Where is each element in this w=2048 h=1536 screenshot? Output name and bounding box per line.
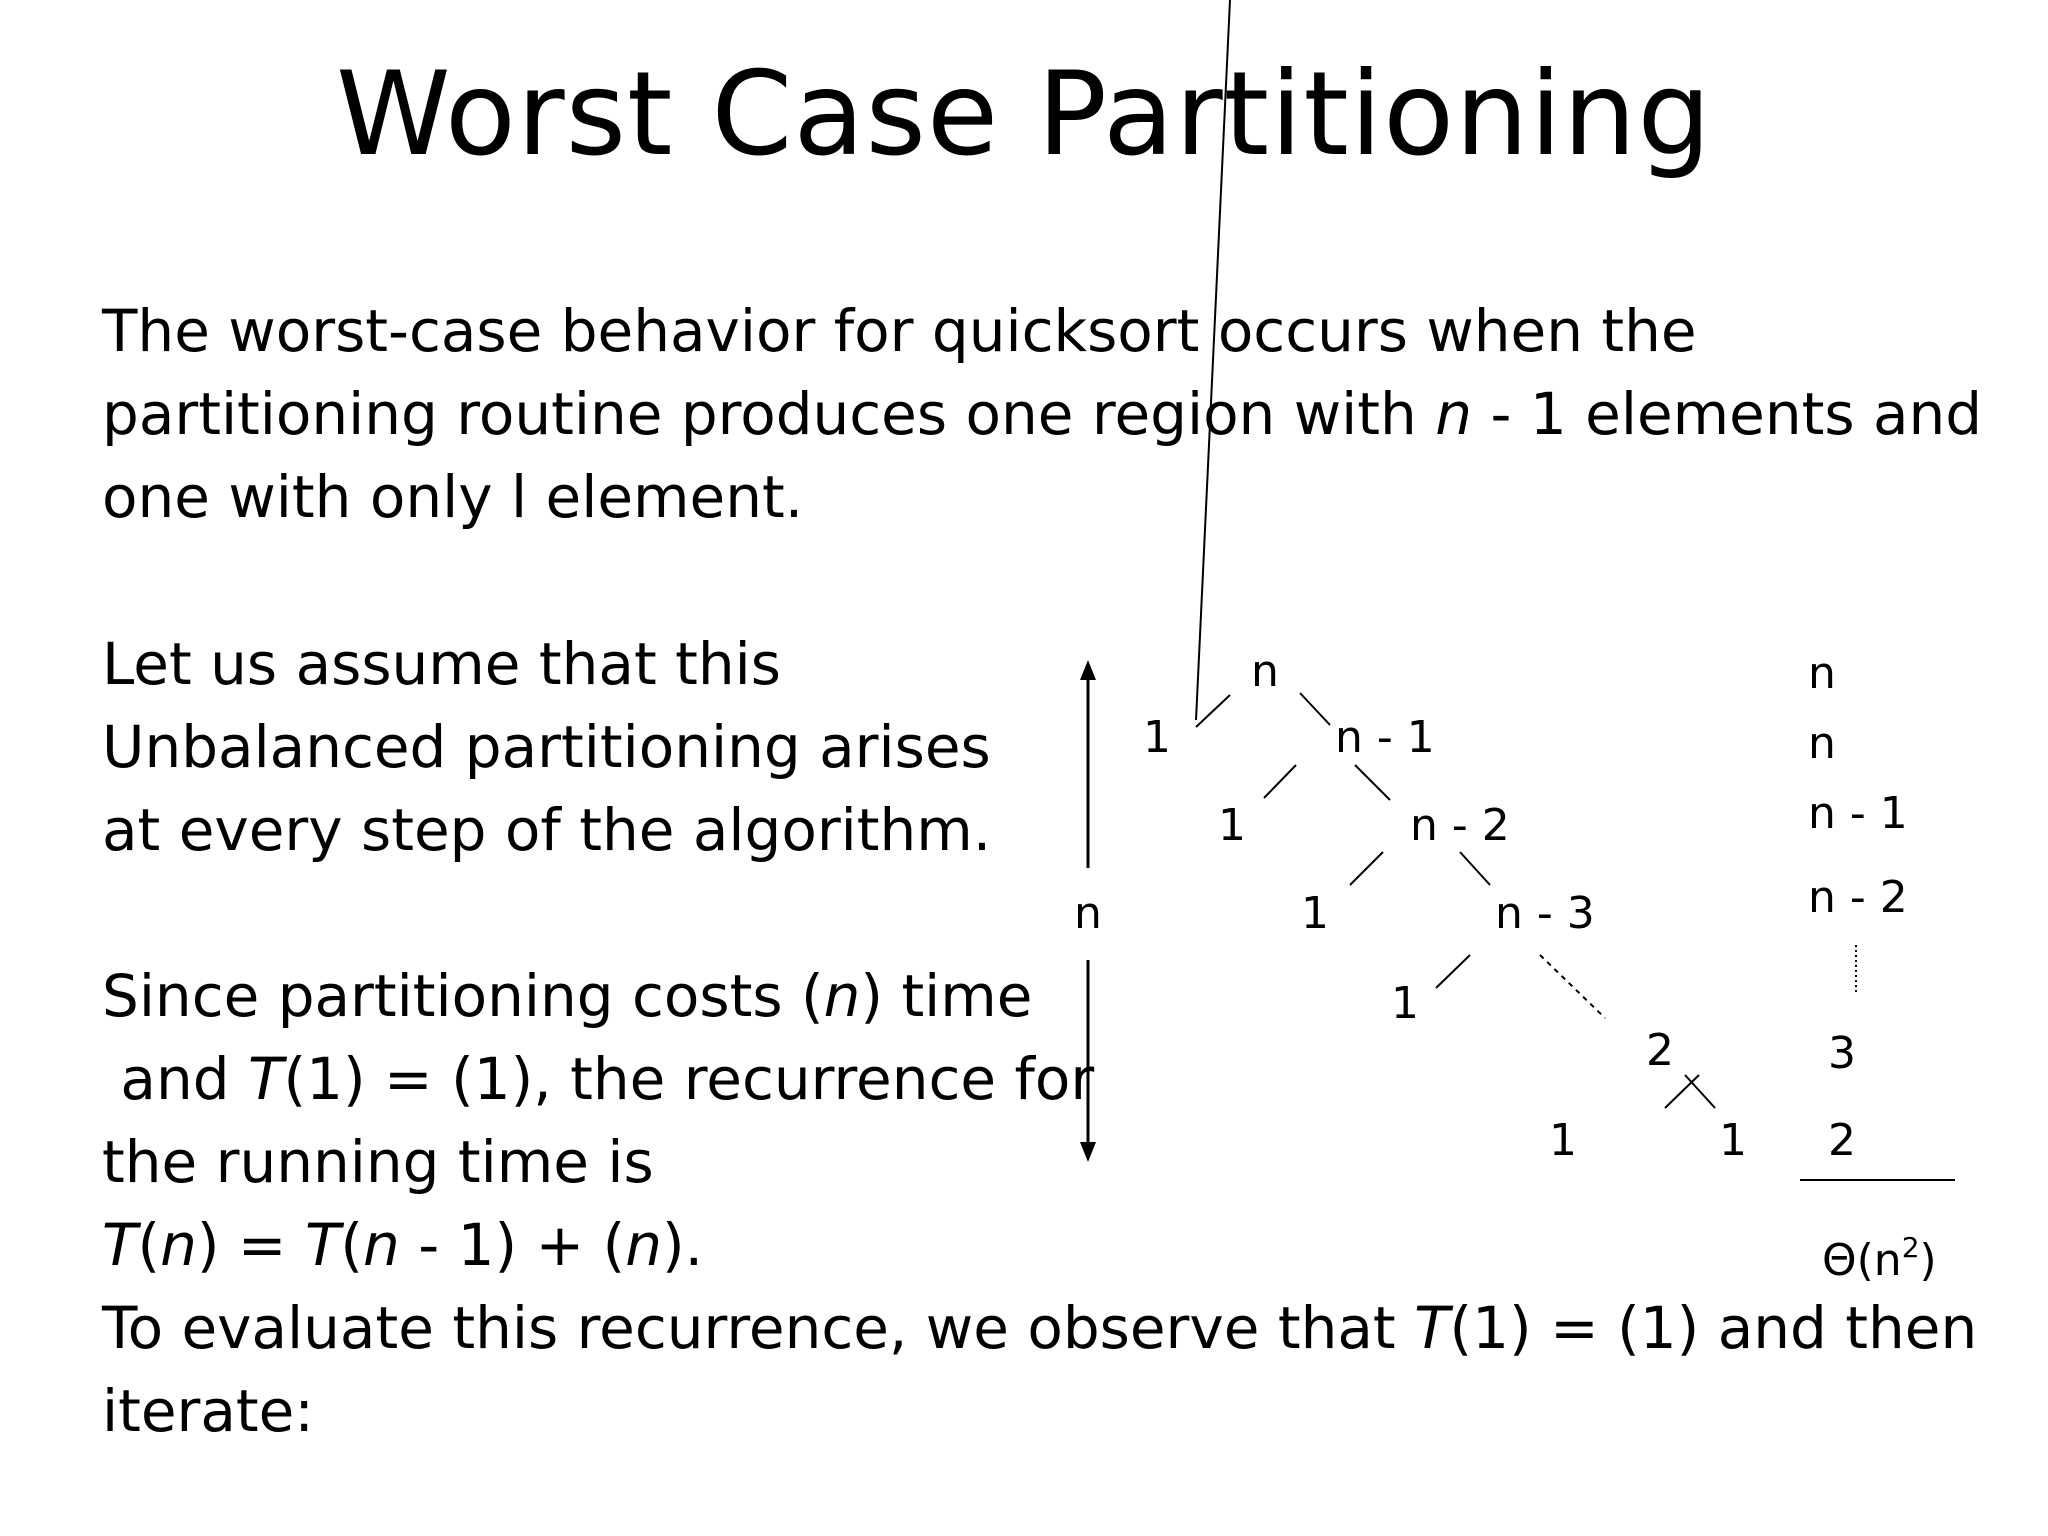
tree-node-n-minus-1: n - 1 bbox=[1335, 712, 1435, 763]
text-line: The worst-case behavior for quicksort occurs when the bbox=[102, 297, 1697, 365]
text-line: the running time is bbox=[102, 1128, 654, 1196]
tree-node-n-minus-2: n - 2 bbox=[1410, 800, 1510, 851]
tree-node-n-minus-3: n - 3 bbox=[1495, 888, 1595, 939]
recurrence-equation: T(n) = T(n - 1) + (n). bbox=[102, 1211, 704, 1279]
paragraph-worst-case bbox=[102, 290, 1982, 539]
tree-node-leaf: 1 bbox=[1391, 978, 1419, 1029]
tree-node-leaf: 1 bbox=[1719, 1115, 1747, 1166]
text-line: and T(1) = (1), the recurrence for bbox=[102, 1045, 1095, 1113]
text-line: Since partitioning costs (n) time bbox=[102, 962, 1033, 1030]
arrow-up-icon bbox=[1080, 660, 1096, 680]
level-cost: 2 bbox=[1828, 1115, 1856, 1166]
level-cost: n bbox=[1808, 718, 1836, 769]
text-line: at every step of the algorithm. bbox=[102, 796, 992, 864]
tree-node-two: 2 bbox=[1646, 1025, 1674, 1076]
level-cost: 3 bbox=[1828, 1028, 1856, 1079]
height-label: n bbox=[1074, 888, 1102, 939]
text-line: To evaluate this recurrence, we observe that T(1) = (1) and then bbox=[102, 1294, 1978, 1362]
text-line: one with only l element. bbox=[102, 463, 804, 531]
tree-node-root: n bbox=[1251, 646, 1279, 697]
total-cost: $\Theta(n^2)$ bbox=[1822, 1231, 1937, 1286]
slide-title: Worst Case Partitioning bbox=[336, 47, 1712, 182]
paragraph-recurrence bbox=[102, 955, 1977, 1453]
tree-node-leaf: 1 bbox=[1218, 800, 1246, 851]
level-cost: n - 2 bbox=[1808, 872, 1908, 923]
tree-node-leaf: 1 bbox=[1301, 888, 1329, 939]
paragraph-assumption bbox=[102, 623, 991, 872]
text-line: iterate: bbox=[102, 1377, 314, 1445]
text-line: Let us assume that this bbox=[102, 630, 781, 698]
tree-node-leaf: 1 bbox=[1549, 1115, 1577, 1166]
level-cost: n - 1 bbox=[1808, 788, 1908, 839]
tree-node-leaf: 1 bbox=[1143, 712, 1171, 763]
level-cost: n bbox=[1808, 648, 1836, 699]
text-line: partitioning routine produces one region with n - 1 elements and bbox=[102, 380, 1983, 448]
text-line: Unbalanced partitioning arises bbox=[102, 713, 991, 781]
